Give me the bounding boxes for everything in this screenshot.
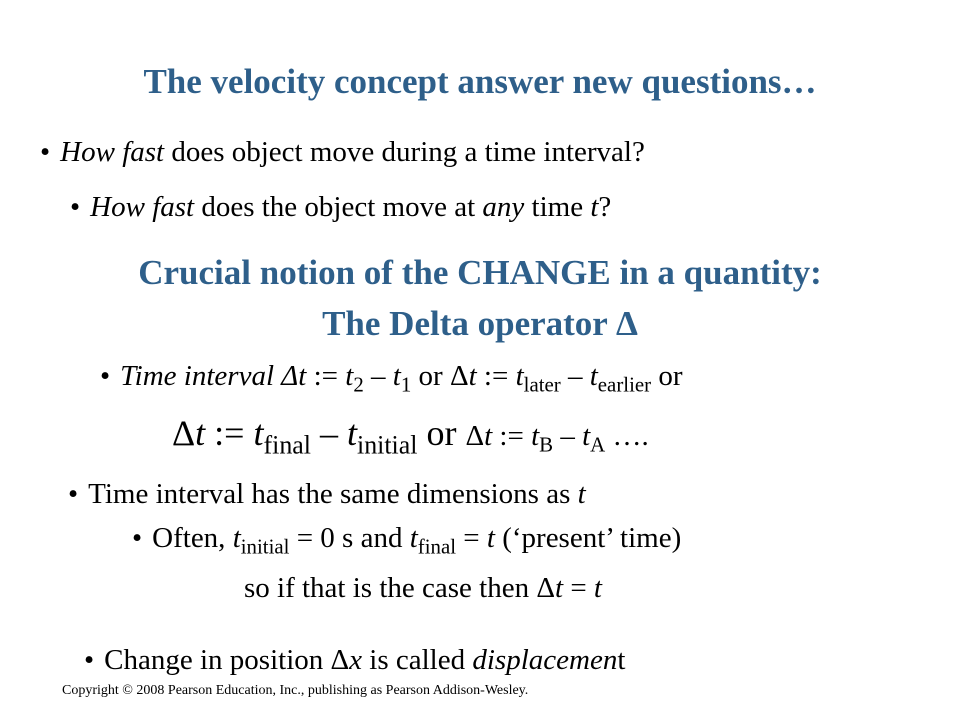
emphasis-text: How fast	[90, 191, 195, 223]
bullet-text: Time interval has the same dimensions as	[88, 478, 578, 510]
variable-t: t	[409, 522, 418, 554]
subscript: A	[590, 432, 606, 457]
bullet-icon: •	[100, 360, 111, 392]
operator: :=	[205, 413, 254, 453]
subscript: later	[523, 372, 561, 397]
connector-or: or	[411, 360, 450, 392]
copyright-notice: Copyright © 2008 Pearson Education, Inc., publishing as Pearson Addison-Wesley.	[62, 683, 529, 698]
heading-delta-operator: The Delta operator Δ	[322, 304, 638, 343]
bullet-text: does the object move at	[194, 191, 483, 223]
bullet-text: does object move during a time interval?	[164, 136, 645, 168]
operator: :=	[306, 360, 346, 392]
subscript: initial	[357, 430, 418, 460]
variable-t: t	[531, 420, 540, 452]
variable-t: t	[253, 413, 264, 453]
delta-symbol: Δ	[465, 420, 485, 452]
variable-t: t	[589, 360, 598, 392]
connector-or: or	[417, 413, 466, 453]
emphasis-text: How fast	[60, 136, 165, 168]
variable-t: t	[392, 360, 401, 392]
variable-t: t	[590, 191, 599, 223]
bullet-icon: •	[40, 136, 51, 168]
operator: –	[363, 360, 393, 392]
connector-or: or	[651, 360, 683, 392]
variable-x: x	[349, 644, 363, 676]
operator: –	[310, 413, 347, 453]
heading-change: Crucial notion of the CHANGE in a quantity:	[138, 253, 822, 292]
subscript: B	[539, 432, 554, 457]
bullet-text: Often,	[152, 522, 233, 554]
interval-lead: Time interval Δ	[120, 360, 299, 392]
bullet-text: Change in position Δ	[104, 644, 350, 676]
interval-line-2	[172, 412, 649, 460]
bullet-text: =	[456, 522, 487, 554]
variable-t: t	[484, 420, 493, 452]
operator: –	[553, 420, 583, 452]
variable-t: t	[345, 360, 354, 392]
variable-t: t	[582, 420, 591, 452]
bullet-icon: •	[84, 644, 95, 676]
bullet-icon: •	[132, 522, 143, 554]
subscript: earlier	[597, 372, 652, 397]
bullet-icon: •	[68, 478, 79, 510]
bullet-text: = 0 s and	[289, 522, 410, 554]
variable-t: t	[486, 522, 495, 554]
variable-t: t	[593, 572, 602, 604]
variable-t: t	[468, 360, 477, 392]
bullet-time-interval	[100, 360, 683, 397]
variable-t: t	[232, 522, 241, 554]
bullet-icon: •	[70, 191, 81, 223]
variable-t: t	[298, 360, 307, 392]
delta-symbol: Δ	[449, 360, 469, 392]
line-text: so if that is the case then Δ	[244, 572, 555, 604]
bullet-how-fast-instant	[70, 191, 611, 224]
bullet-text: (‘present’ time)	[494, 522, 682, 554]
variable-t: t	[577, 478, 586, 510]
bullet-text: t	[617, 644, 626, 676]
emphasis-any: any	[482, 191, 525, 223]
subscript: final	[417, 534, 457, 559]
so-if-case-line	[244, 572, 602, 605]
ellipsis: ….	[605, 420, 649, 452]
operator: =	[563, 572, 594, 604]
bullet-text: time	[524, 191, 591, 223]
bullet-often	[132, 522, 682, 559]
variable-t: t	[195, 413, 206, 453]
bullet-text: ?	[598, 191, 612, 223]
subscript: 1	[400, 372, 412, 397]
bullet-dimensions	[68, 478, 586, 511]
bullet-displacement	[84, 644, 625, 677]
operator: :=	[476, 360, 516, 392]
delta-symbol: Δ	[172, 413, 196, 453]
bullet-how-fast-interval	[40, 136, 645, 169]
operator: –	[560, 360, 590, 392]
subscript: final	[263, 430, 311, 460]
variable-t: t	[555, 572, 564, 604]
operator: :=	[492, 420, 532, 452]
variable-t: t	[346, 413, 357, 453]
slide-title: The velocity concept answer new questions…	[143, 62, 817, 101]
subscript: 2	[353, 372, 364, 397]
variable-t: t	[515, 360, 524, 392]
subscript: initial	[240, 534, 290, 559]
emphasis-displacement: displacemen	[472, 644, 618, 676]
alt-definition	[465, 420, 649, 457]
bullet-text: is called	[362, 644, 473, 676]
